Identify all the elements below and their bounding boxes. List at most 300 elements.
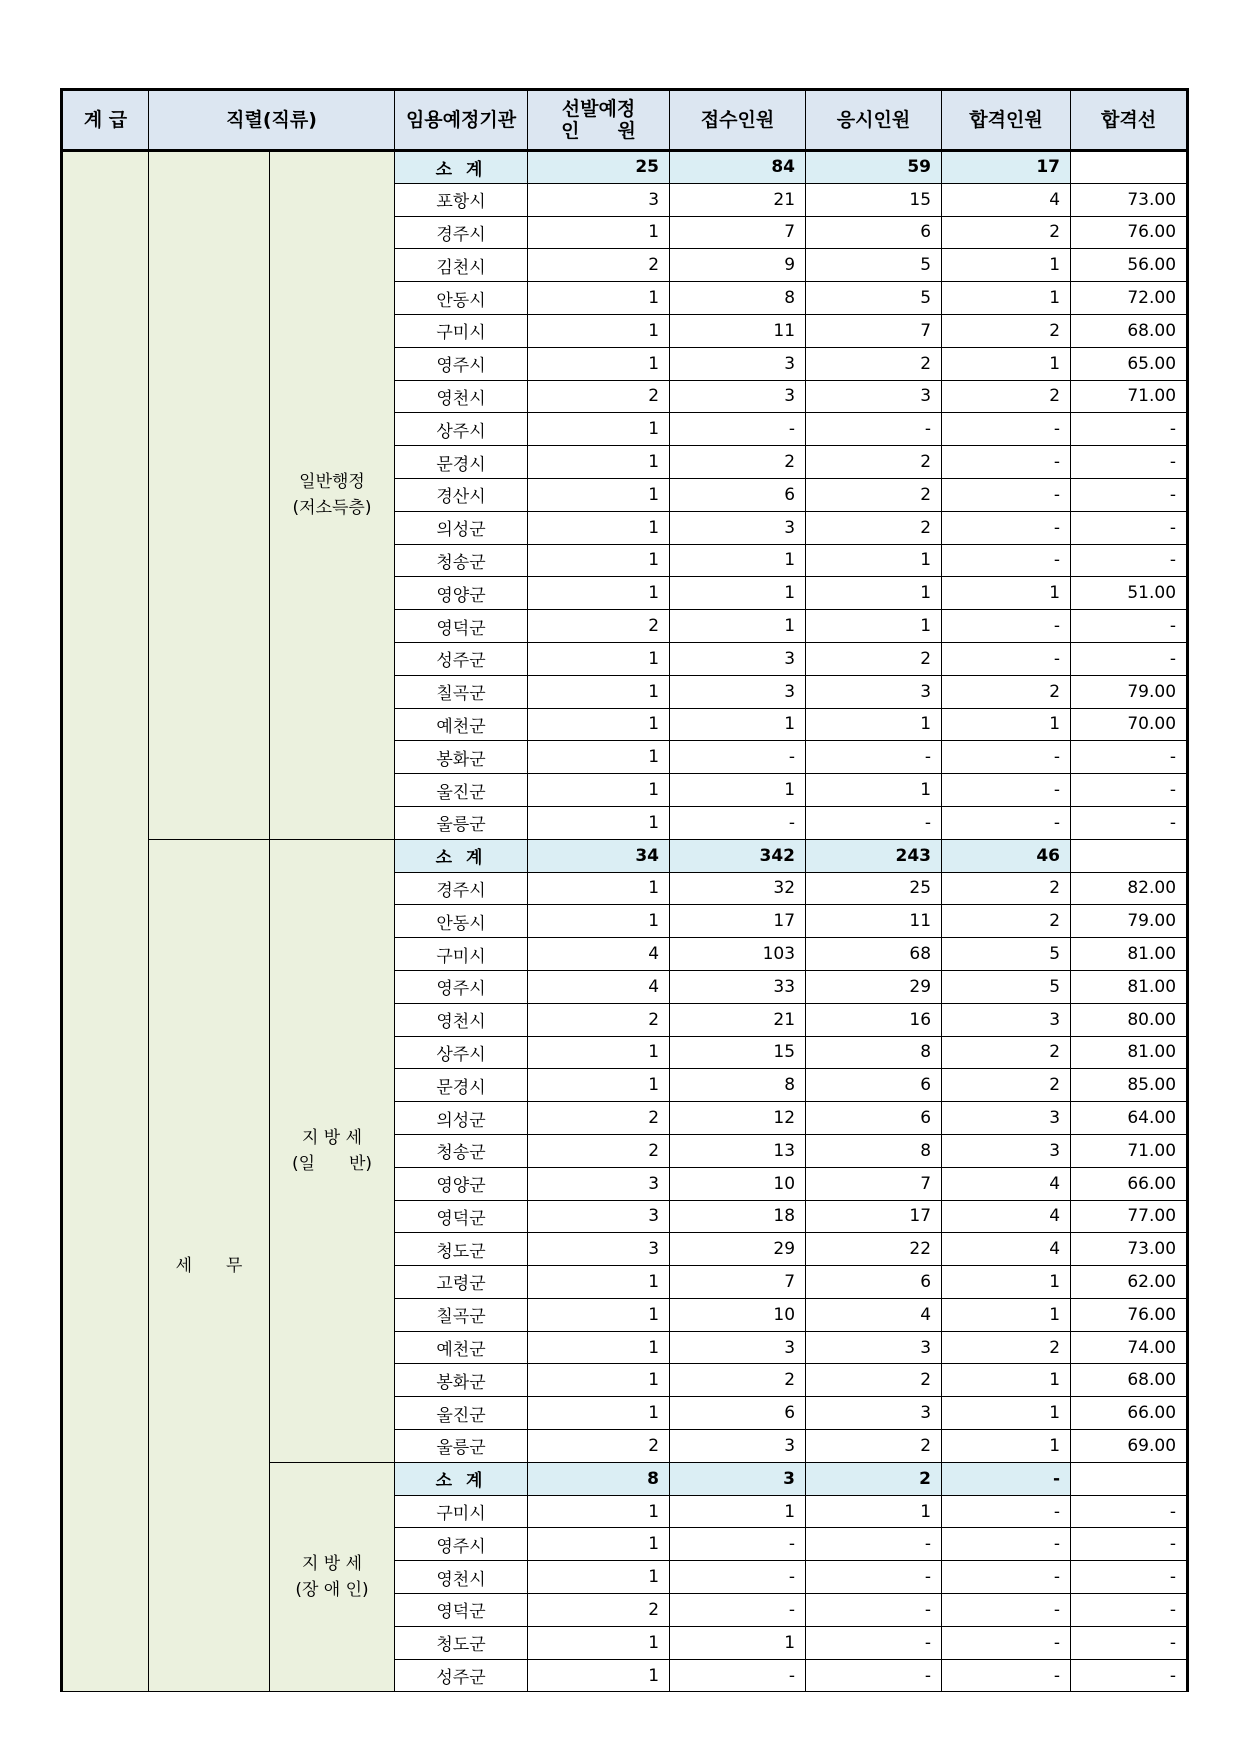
- passed-cell: 1: [942, 1266, 1071, 1299]
- applied-cell: 29: [670, 1233, 806, 1266]
- attended-cell: -: [806, 1528, 942, 1561]
- agency-cell: 경주시: [395, 216, 528, 249]
- passed-cell: 1: [942, 1298, 1071, 1331]
- attended-cell: 15: [806, 183, 942, 216]
- planned-cell: 3: [528, 1200, 670, 1233]
- passed-cell: 5: [942, 970, 1071, 1003]
- subtotal-passed: -: [942, 1462, 1071, 1495]
- cutoff-cell: -: [1071, 1659, 1188, 1692]
- attended-cell: 8: [806, 1134, 942, 1167]
- attended-cell: 6: [806, 1266, 942, 1299]
- subtotal-planned: 8: [528, 1462, 670, 1495]
- passed-cell: -: [942, 1626, 1071, 1659]
- cutoff-cell: 62.00: [1071, 1266, 1188, 1299]
- applied-cell: 1: [670, 1626, 806, 1659]
- planned-cell: 1: [528, 872, 670, 905]
- planned-cell: 2: [528, 1003, 670, 1036]
- attended-cell: 4: [806, 1298, 942, 1331]
- attended-cell: 1: [806, 708, 942, 741]
- planned-cell: 2: [528, 1102, 670, 1135]
- subtotal-planned: 25: [528, 151, 670, 184]
- cutoff-cell: 65.00: [1071, 347, 1188, 380]
- applied-cell: 10: [670, 1298, 806, 1331]
- header-passed: 합격인원: [942, 90, 1071, 151]
- attended-cell: 3: [806, 1331, 942, 1364]
- applied-cell: 21: [670, 1003, 806, 1036]
- cutoff-cell: 66.00: [1071, 1397, 1188, 1430]
- cutoff-cell: -: [1071, 413, 1188, 446]
- header-planned-line2: 인 원: [561, 120, 636, 142]
- planned-cell: 1: [528, 675, 670, 708]
- subtotal-applied: 342: [670, 839, 806, 872]
- subtotal-row: [62, 151, 1188, 184]
- planned-cell: 1: [528, 1298, 670, 1331]
- header-agency: 임용예정기관: [395, 90, 528, 151]
- cutoff-cell: -: [1071, 741, 1188, 774]
- passed-cell: 3: [942, 1134, 1071, 1167]
- header-series: 직렬(직류): [149, 90, 395, 151]
- passed-cell: 2: [942, 905, 1071, 938]
- planned-cell: 4: [528, 938, 670, 971]
- passed-cell: 4: [942, 183, 1071, 216]
- agency-cell: 칠곡군: [395, 675, 528, 708]
- agency-cell: 청도군: [395, 1233, 528, 1266]
- agency-cell: 영천시: [395, 380, 528, 413]
- cutoff-cell: -: [1071, 610, 1188, 643]
- job-category-line1: 일반행정: [299, 472, 365, 493]
- applied-cell: 3: [670, 511, 806, 544]
- cutoff-cell: 68.00: [1071, 314, 1188, 347]
- applied-cell: 1: [670, 1495, 806, 1528]
- passed-cell: -: [942, 1495, 1071, 1528]
- planned-cell: 1: [528, 1561, 670, 1594]
- passed-cell: 4: [942, 1233, 1071, 1266]
- applied-cell: 21: [670, 183, 806, 216]
- agency-cell: 성주군: [395, 642, 528, 675]
- applied-cell: 11: [670, 314, 806, 347]
- passed-cell: -: [942, 446, 1071, 479]
- passed-cell: -: [942, 413, 1071, 446]
- cutoff-cell: 81.00: [1071, 970, 1188, 1003]
- passed-cell: 3: [942, 1102, 1071, 1135]
- passed-cell: 1: [942, 1364, 1071, 1397]
- attended-cell: 7: [806, 1167, 942, 1200]
- cutoff-cell: -: [1071, 1561, 1188, 1594]
- applied-cell: -: [670, 741, 806, 774]
- agency-cell: 의성군: [395, 1102, 528, 1135]
- applied-cell: -: [670, 1659, 806, 1692]
- cutoff-cell: 71.00: [1071, 380, 1188, 413]
- subtotal-cutoff: [1071, 1462, 1188, 1495]
- job-category-line2: (장 애 인): [295, 1580, 369, 1601]
- attended-cell: 2: [806, 642, 942, 675]
- applied-cell: 33: [670, 970, 806, 1003]
- agency-cell: 구미시: [395, 938, 528, 971]
- agency-cell: 울릉군: [395, 1430, 528, 1463]
- cutoff-cell: 74.00: [1071, 1331, 1188, 1364]
- table-body: [62, 151, 1188, 1692]
- cutoff-cell: 81.00: [1071, 1036, 1188, 1069]
- cutoff-cell: 73.00: [1071, 183, 1188, 216]
- planned-cell: 1: [528, 774, 670, 807]
- subtotal-attended: 243: [806, 839, 942, 872]
- subtotal-label: 소 계: [395, 151, 528, 184]
- agency-cell: 봉화군: [395, 741, 528, 774]
- planned-cell: 1: [528, 1331, 670, 1364]
- attended-cell: 1: [806, 544, 942, 577]
- passed-cell: -: [942, 642, 1071, 675]
- applied-cell: -: [670, 1561, 806, 1594]
- cutoff-cell: -: [1071, 1626, 1188, 1659]
- attended-cell: 2: [806, 446, 942, 479]
- applied-cell: 18: [670, 1200, 806, 1233]
- agency-cell: 영덕군: [395, 1200, 528, 1233]
- applied-cell: 9: [670, 249, 806, 282]
- cutoff-cell: -: [1071, 511, 1188, 544]
- applied-cell: 1: [670, 774, 806, 807]
- cutoff-cell: 79.00: [1071, 905, 1188, 938]
- cutoff-cell: -: [1071, 1495, 1188, 1528]
- passed-cell: 2: [942, 1069, 1071, 1102]
- applied-cell: 3: [670, 642, 806, 675]
- planned-cell: 1: [528, 1036, 670, 1069]
- planned-cell: 2: [528, 1430, 670, 1463]
- passed-cell: 2: [942, 872, 1071, 905]
- attended-cell: -: [806, 806, 942, 839]
- agency-cell: 안동시: [395, 282, 528, 315]
- attended-cell: 25: [806, 872, 942, 905]
- agency-cell: 영덕군: [395, 1594, 528, 1627]
- subtotal-planned: 34: [528, 839, 670, 872]
- planned-cell: 1: [528, 413, 670, 446]
- passed-cell: -: [942, 544, 1071, 577]
- planned-cell: 1: [528, 282, 670, 315]
- agency-cell: 칠곡군: [395, 1298, 528, 1331]
- applied-cell: 3: [670, 675, 806, 708]
- header-planned: [528, 90, 670, 151]
- agency-cell: 문경시: [395, 446, 528, 479]
- cutoff-cell: 51.00: [1071, 577, 1188, 610]
- series-main-cell: 세 무: [149, 839, 270, 1692]
- passed-cell: 4: [942, 1200, 1071, 1233]
- attended-cell: 1: [806, 577, 942, 610]
- passed-cell: 2: [942, 1331, 1071, 1364]
- cutoff-cell: 73.00: [1071, 1233, 1188, 1266]
- agency-cell: 상주시: [395, 1036, 528, 1069]
- planned-cell: 1: [528, 1364, 670, 1397]
- planned-cell: 1: [528, 642, 670, 675]
- passed-cell: 2: [942, 216, 1071, 249]
- subtotal-cutoff: [1071, 151, 1188, 184]
- agency-cell: 안동시: [395, 905, 528, 938]
- passed-cell: 3: [942, 1003, 1071, 1036]
- passed-cell: 1: [942, 1397, 1071, 1430]
- subtotal-attended: 59: [806, 151, 942, 184]
- agency-cell: 영천시: [395, 1561, 528, 1594]
- cutoff-cell: 56.00: [1071, 249, 1188, 282]
- cutoff-cell: 85.00: [1071, 1069, 1188, 1102]
- passed-cell: -: [942, 478, 1071, 511]
- applied-cell: 13: [670, 1134, 806, 1167]
- planned-cell: 1: [528, 1397, 670, 1430]
- planned-cell: 1: [528, 708, 670, 741]
- attended-cell: 1: [806, 610, 942, 643]
- applied-cell: 3: [670, 380, 806, 413]
- subtotal-applied: 3: [670, 1462, 806, 1495]
- agency-cell: 고령군: [395, 1266, 528, 1299]
- applied-cell: -: [670, 1594, 806, 1627]
- attended-cell: 3: [806, 380, 942, 413]
- planned-cell: 2: [528, 1594, 670, 1627]
- job-category-cell: [270, 839, 395, 1462]
- cutoff-cell: -: [1071, 1528, 1188, 1561]
- planned-cell: 2: [528, 249, 670, 282]
- attended-cell: -: [806, 413, 942, 446]
- cutoff-cell: -: [1071, 1594, 1188, 1627]
- agency-cell: 예천군: [395, 1331, 528, 1364]
- series-cell: [149, 151, 270, 840]
- cutoff-cell: 69.00: [1071, 1430, 1188, 1463]
- planned-cell: 1: [528, 511, 670, 544]
- applied-cell: 2: [670, 1364, 806, 1397]
- agency-cell: 영덕군: [395, 610, 528, 643]
- passed-cell: -: [942, 1594, 1071, 1627]
- applied-cell: 3: [670, 1331, 806, 1364]
- planned-cell: 3: [528, 1167, 670, 1200]
- cutoff-cell: 64.00: [1071, 1102, 1188, 1135]
- attended-cell: 16: [806, 1003, 942, 1036]
- planned-cell: 1: [528, 1528, 670, 1561]
- attended-cell: 1: [806, 774, 942, 807]
- applied-cell: -: [670, 806, 806, 839]
- attended-cell: -: [806, 741, 942, 774]
- grade-cell: [62, 151, 149, 1692]
- attended-cell: 29: [806, 970, 942, 1003]
- planned-cell: 1: [528, 806, 670, 839]
- agency-cell: 성주군: [395, 1659, 528, 1692]
- agency-cell: 영주시: [395, 347, 528, 380]
- planned-cell: 1: [528, 544, 670, 577]
- attended-cell: 1: [806, 1495, 942, 1528]
- applied-cell: -: [670, 413, 806, 446]
- cutoff-cell: -: [1071, 774, 1188, 807]
- applied-cell: -: [670, 1528, 806, 1561]
- agency-cell: 포항시: [395, 183, 528, 216]
- cutoff-cell: -: [1071, 478, 1188, 511]
- attended-cell: -: [806, 1659, 942, 1692]
- cutoff-cell: 72.00: [1071, 282, 1188, 315]
- cutoff-cell: 81.00: [1071, 938, 1188, 971]
- agency-cell: 영주시: [395, 970, 528, 1003]
- subtotal-passed: 46: [942, 839, 1071, 872]
- job-category-line2: (일 반): [291, 1153, 373, 1174]
- applied-cell: 8: [670, 282, 806, 315]
- planned-cell: 2: [528, 1134, 670, 1167]
- passed-cell: 1: [942, 249, 1071, 282]
- applied-cell: 1: [670, 708, 806, 741]
- attended-cell: 7: [806, 314, 942, 347]
- passed-cell: -: [942, 806, 1071, 839]
- job-category-line2: (저소득층): [292, 498, 372, 519]
- cutoff-cell: 77.00: [1071, 1200, 1188, 1233]
- applied-cell: 8: [670, 1069, 806, 1102]
- applied-cell: 12: [670, 1102, 806, 1135]
- attended-cell: 11: [806, 905, 942, 938]
- agency-cell: 영천시: [395, 1003, 528, 1036]
- attended-cell: 17: [806, 1200, 942, 1233]
- passed-cell: 1: [942, 708, 1071, 741]
- attended-cell: -: [806, 1626, 942, 1659]
- planned-cell: 1: [528, 314, 670, 347]
- planned-cell: 1: [528, 478, 670, 511]
- planned-cell: 1: [528, 1659, 670, 1692]
- passed-cell: 2: [942, 1036, 1071, 1069]
- passed-cell: 1: [942, 1430, 1071, 1463]
- applied-cell: 15: [670, 1036, 806, 1069]
- cutoff-cell: 71.00: [1071, 1134, 1188, 1167]
- passed-cell: -: [942, 610, 1071, 643]
- header-grade: 계 급: [62, 90, 149, 151]
- agency-cell: 청송군: [395, 1134, 528, 1167]
- subtotal-label: 소 계: [395, 839, 528, 872]
- agency-cell: 울진군: [395, 774, 528, 807]
- passed-cell: -: [942, 1528, 1071, 1561]
- applied-cell: 6: [670, 1397, 806, 1430]
- agency-cell: 구미시: [395, 1495, 528, 1528]
- passed-cell: -: [942, 774, 1071, 807]
- cutoff-cell: 79.00: [1071, 675, 1188, 708]
- cutoff-cell: -: [1071, 446, 1188, 479]
- planned-cell: 1: [528, 741, 670, 774]
- cutoff-cell: 76.00: [1071, 1298, 1188, 1331]
- agency-cell: 울진군: [395, 1397, 528, 1430]
- applied-cell: 7: [670, 216, 806, 249]
- applied-cell: 10: [670, 1167, 806, 1200]
- passed-cell: 1: [942, 282, 1071, 315]
- attended-cell: 5: [806, 249, 942, 282]
- header-row: [62, 90, 1188, 151]
- header-cutoff: 합격선: [1071, 90, 1188, 151]
- applied-cell: 2: [670, 446, 806, 479]
- applied-cell: 7: [670, 1266, 806, 1299]
- cutoff-cell: -: [1071, 806, 1188, 839]
- attended-cell: 2: [806, 1364, 942, 1397]
- planned-cell: 2: [528, 380, 670, 413]
- cutoff-cell: 76.00: [1071, 216, 1188, 249]
- job-category-line1: 지 방 세: [301, 1127, 363, 1148]
- passed-cell: -: [942, 511, 1071, 544]
- planned-cell: 1: [528, 1626, 670, 1659]
- planned-cell: 1: [528, 347, 670, 380]
- agency-cell: 구미시: [395, 314, 528, 347]
- attended-cell: 6: [806, 1102, 942, 1135]
- agency-cell: 김천시: [395, 249, 528, 282]
- attended-cell: 6: [806, 216, 942, 249]
- cutoff-cell: -: [1071, 642, 1188, 675]
- passed-cell: -: [942, 741, 1071, 774]
- applied-cell: 1: [670, 544, 806, 577]
- agency-cell: 문경시: [395, 1069, 528, 1102]
- planned-cell: 2: [528, 610, 670, 643]
- planned-cell: 1: [528, 446, 670, 479]
- passed-cell: -: [942, 1659, 1071, 1692]
- attended-cell: 3: [806, 675, 942, 708]
- attended-cell: -: [806, 1594, 942, 1627]
- planned-cell: 3: [528, 183, 670, 216]
- passed-cell: -: [942, 1561, 1071, 1594]
- agency-cell: 청도군: [395, 1626, 528, 1659]
- attended-cell: 3: [806, 1397, 942, 1430]
- passed-cell: 1: [942, 577, 1071, 610]
- planned-cell: 1: [528, 905, 670, 938]
- passed-cell: 2: [942, 675, 1071, 708]
- attended-cell: 2: [806, 478, 942, 511]
- attended-cell: -: [806, 1561, 942, 1594]
- passed-cell: 2: [942, 380, 1071, 413]
- recruitment-results-table: [60, 88, 1189, 1692]
- job-category-cell: [270, 151, 395, 840]
- cutoff-cell: -: [1071, 544, 1188, 577]
- applied-cell: 3: [670, 1430, 806, 1463]
- agency-cell: 의성군: [395, 511, 528, 544]
- agency-cell: 영양군: [395, 1167, 528, 1200]
- cutoff-cell: 68.00: [1071, 1364, 1188, 1397]
- attended-cell: 8: [806, 1036, 942, 1069]
- cutoff-cell: 66.00: [1071, 1167, 1188, 1200]
- applied-cell: 3: [670, 347, 806, 380]
- applied-cell: 6: [670, 478, 806, 511]
- subtotal-label: 소 계: [395, 1462, 528, 1495]
- passed-cell: 2: [942, 314, 1071, 347]
- attended-cell: 2: [806, 1430, 942, 1463]
- job-category-cell: [270, 1462, 395, 1692]
- agency-cell: 울릉군: [395, 806, 528, 839]
- attended-cell: 22: [806, 1233, 942, 1266]
- planned-cell: 1: [528, 1069, 670, 1102]
- agency-cell: 영주시: [395, 1528, 528, 1561]
- attended-cell: 68: [806, 938, 942, 971]
- passed-cell: 4: [942, 1167, 1071, 1200]
- header-applied: 접수인원: [670, 90, 806, 151]
- planned-cell: 1: [528, 1266, 670, 1299]
- applied-cell: 103: [670, 938, 806, 971]
- attended-cell: 5: [806, 282, 942, 315]
- job-category-line1: 지 방 세: [301, 1554, 363, 1575]
- planned-cell: 1: [528, 1495, 670, 1528]
- cutoff-cell: 80.00: [1071, 1003, 1188, 1036]
- subtotal-row: [62, 839, 1188, 872]
- attended-cell: 2: [806, 347, 942, 380]
- subtotal-passed: 17: [942, 151, 1071, 184]
- planned-cell: 1: [528, 577, 670, 610]
- applied-cell: 1: [670, 577, 806, 610]
- passed-cell: 5: [942, 938, 1071, 971]
- applied-cell: 1: [670, 610, 806, 643]
- cutoff-cell: 70.00: [1071, 708, 1188, 741]
- agency-cell: 청송군: [395, 544, 528, 577]
- applied-cell: 17: [670, 905, 806, 938]
- cutoff-cell: 82.00: [1071, 872, 1188, 905]
- agency-cell: 봉화군: [395, 1364, 528, 1397]
- attended-cell: 2: [806, 511, 942, 544]
- header-attended: 응시인원: [806, 90, 942, 151]
- planned-cell: 1: [528, 216, 670, 249]
- passed-cell: 1: [942, 347, 1071, 380]
- agency-cell: 예천군: [395, 708, 528, 741]
- agency-cell: 영양군: [395, 577, 528, 610]
- subtotal-cutoff: [1071, 839, 1188, 872]
- attended-cell: 6: [806, 1069, 942, 1102]
